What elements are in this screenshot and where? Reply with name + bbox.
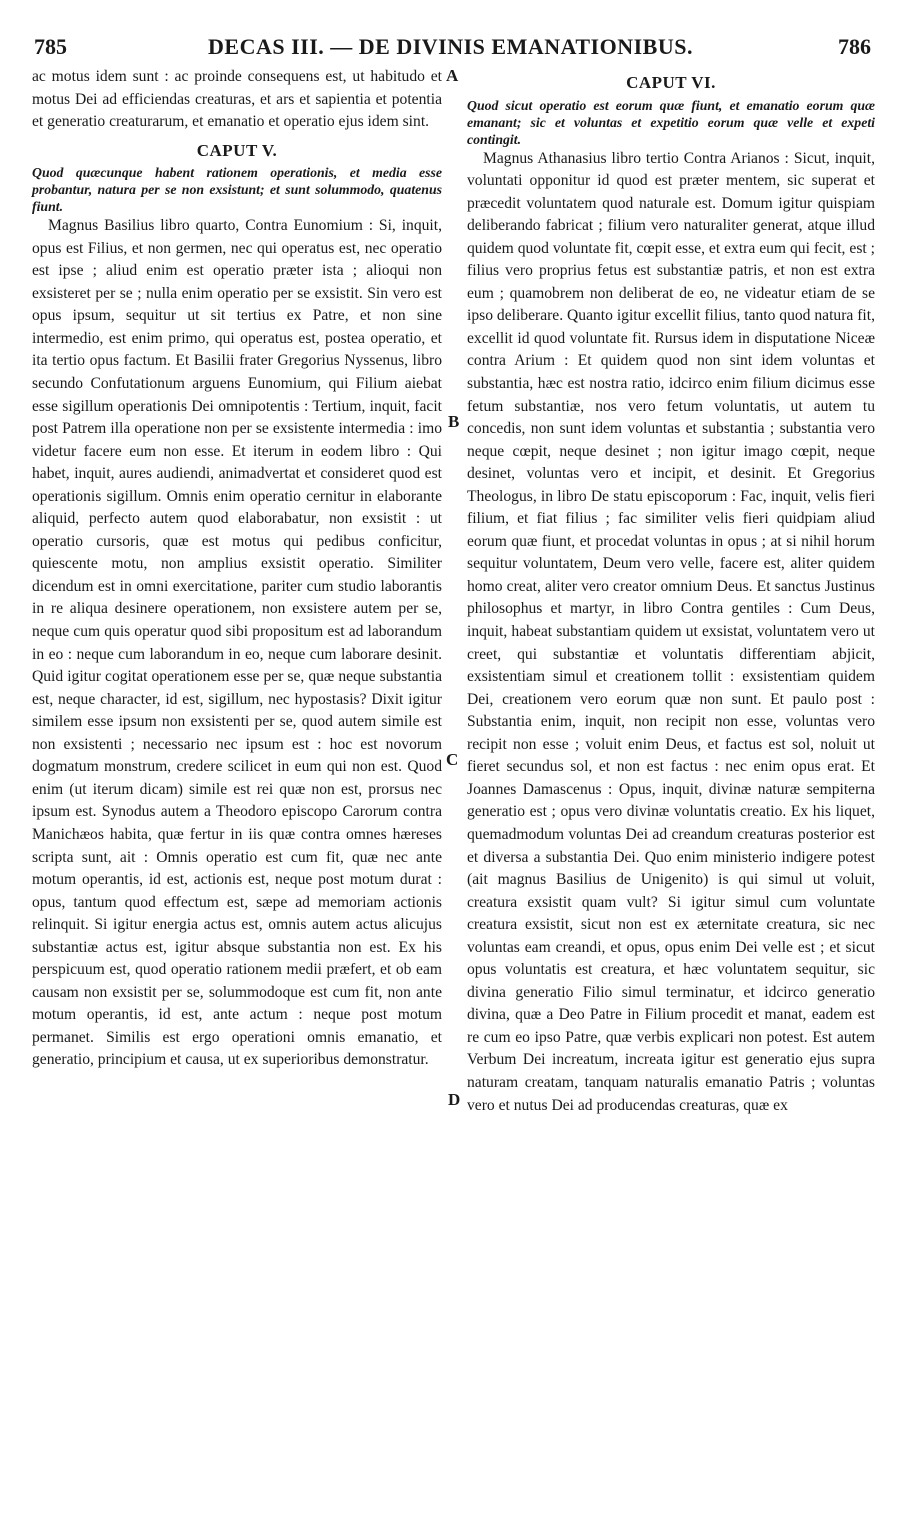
- margin-marker-d: D: [448, 1090, 461, 1109]
- margin-marker-b: B: [448, 412, 460, 431]
- page-header: [30, 30, 871, 64]
- caput-v-title: CAPUT V.: [196, 140, 278, 160]
- caput-vi-body: Magnus Athanasius libro tertio Contra Arianos : Sicut, inquit, voluntati opponitur id quod est præter mentem, sic superat et præcedit voluntatem quod naturale est. Domum igitur quispiam deliberando fabricat ; filium vero naturaliter generat, atque illud quidem quod voluntate fit, cœpit esse, et extra eum qui fecit, est ; filius vero proprius fetus est substantiæ patris, et non est extra eum ; quamobrem non deliberat de eo, ne videatur etiam de se ipso deliberare. Quanto igitur excellit filius, tanto quod natura fit, excellit id quod voluntate fit. Rursus idem in disputatione Niceæ contra Arium : Et quidem quod non sint idem voluntas et substantia, hæc est nostra ratio, idcirco enim filium dicimus esse fetum substantiæ, nos vero fetum voluntatis, ut autem tu concedis, non sunt idem voluntas et substantia ; substantia vero neque cœpit, neque desinet ; non igitur imago cœpit, neque desinet, voluntas vero et incipit, et desinit. Et Gregorius Theologus, in libro De statu episcoporum : Fac, inquit, velis fieri filium, et fiat filius ; fac similiter velis fieri quidpiam aliud eorum quæ fiunt, et procedat voluntas in opus ; at si nihil horum sequitur voluntatem, Deum vero velle, facere est, aliter quidem homo creat, aliter vero creator omnium Deus. Et sanctus Justinus philosophus et martyr, in libro Contra gentiles : Cum Deus, inquit, habeat substantiam quidem ut exsistat, voluntatem vero ut creet, qui substantiæ et voluntatis differentiam abjicit, exsistentiam simul et creationem tollit : exsistentiam quidem Dei, creationem vero eorum quæ non sunt. Et paulo post : Substantia enim, inquit, non recipit non esse, voluntas vero recipit non esse ; voluit enim Deus, et factus est sol, noluit ut fieret secundus sol, et non est factus : nec enim opus erat. Et Joannes Damascenus : Opus, inquit, divinæ naturæ sempiterna generatio est ; opus vero divinæ voluntatis creatio. Ex his liquet, quemadmodum voluntas Dei ad creandum creaturas posterior est et diversa a substantia Dei. Quo enim ministerio indigere potest (ait magnus Basilius de Unigenito) is qui simul ut voluit, creatura exsistit quam vult? Si igitur simul cum voluntate creatura exsistit, sicut non est ex æternitate creatura, sic nec voluntas eam creandi, et opus, opus enim Dei velle est ; et sicut opus voluntatis est creatura, et hæc voluntatem sequitur, sic divina generatio Filio simul terminatur, et idcirco generatio divina, quæ a Deo Patre in Filium procedit et manat, eadem est re cum eo ipso Patre, quæ verbis explicari non potest. Est autem Verbum Dei increatum, increata igitur est generatio ejus supra naturam creatam, tanquam naturalis emanatio Patris ; voluntas vero et nutus Dei ad producendas creaturas, quæ ex: [467, 149, 875, 1114]
- caput-v-body: Magnus Basilius libro quarto, Contra Eunomium : Si, inquit, opus est Filius, et non germen, nec qui operatus est, nec operatio est ipse ; aliud enim est operatio præter ista ; alioqui non exsisteret per se ; nulla enim operatio per se exsistit. Sin vero est opus ipsum, sequitur ut sit tertius ex Patre, et non sine intermedio, est enim primo, qui operatus est, postea operatio, et ita tertio opus factum. Et Basilii frater Gregorius Nyssenus, libro secundo Confutationum arguens Eunomium, qui Filium aiebat esse sigillum operationis Dei omnipotentis : Tertium, inquit, facit post Patrem illa operatione non per se exsistente intermedia : imo videtur facere eum non esse. Et iterum in eodem libro : Qui habet, inquit, aures audiendi, animadvertat et consideret quod est operationis sigillum. Omnis enim operatio cernitur in elaborante aliquid, perfecto autem quod elaborabatur, non exsistit : ut operatio cursoris, quæ est motus qui pedibus conficitur, quiescente motu, non amplius exsistit operatio. Similiter dicendum est in omni exercitatione, pariter cum studio laborantis in re aliqua desinere operationem, non exsistere autem per se, neque cum quis operatur quod sibi propositum est ad laborandum in eo : neque cum laborandum in eo, neque cum laborare desinit. Quid igitur cogitat operationem esse per se, quæ neque substantia est, neque character, id est, sigillum, nec hypostasis? Dixit igitur similem esse ipsum non exsistenti per se, quod autem simile est non exsistenti ; necessario nec ipsum est : hoc est novorum dogmatum monstrum, credere scilicet in eum qui non est. Quod enim (ut iterum dicam) simile est rei quæ non est, prorsus nec ipsum est. Synodus autem a Theodoro episcopo Carorum contra Manichæos habita, quæ fertur in iis quæ contra omnes hæreses scripta sunt, ait : Omnis operatio est cum fit, quæ nec ante motum operantis, id est, actionis est, neque post motum durat : opus, tantum quod effectum est, sæpe ad memoriam actionis relinquit. Si igitur energia actus est, omnis autem actus alicujus substantiæ actus est, igitur absque substantia non est. Ex his perspicuum est, quod operatio rationem medii præfert, et ob eam causam non exsistit per se, solummodoque est cum fit, non ante motum operantis, id est, ante actum : neque post motum permanet. Similis est ergo operationi omnis emanatio, et generatio, principium et causa, ut ex superioribus demonstratur.: [32, 217, 442, 1069]
- caput-vi-summary: Quod sicut operatio est eorum quæ fiunt, et emanatio eorum quæ emanant; sic et voluntas et expetitio eorum quæ velle et expeti contingit.: [467, 97, 875, 147]
- margin-marker-a: A: [446, 66, 459, 85]
- right-column: [467, 66, 875, 1117]
- running-title: DECAS III. — DE DIVINIS EMANATIONIBUS.: [208, 34, 693, 59]
- margin-marker-c: C: [446, 750, 459, 769]
- left-intro-paragraph: ac motus idem sunt : ac proinde consequens est, ut habitudo et motus Dei ad efficiendas creaturas, et ars et sapientia et potentia et generatio creaturarum, et emanatio et operatio ejus idem sint.: [32, 68, 442, 131]
- page-number-left: 785: [34, 34, 67, 59]
- page-number-right: 786: [838, 34, 871, 59]
- caput-v-summary: Quod quæcunque habent rationem operationis, et media esse probantur, natura per se non exsistunt; et sunt solummodo, quatenus fiunt.: [32, 165, 442, 215]
- caput-vi-title: CAPUT VI.: [626, 73, 716, 92]
- left-column: [32, 66, 442, 1072]
